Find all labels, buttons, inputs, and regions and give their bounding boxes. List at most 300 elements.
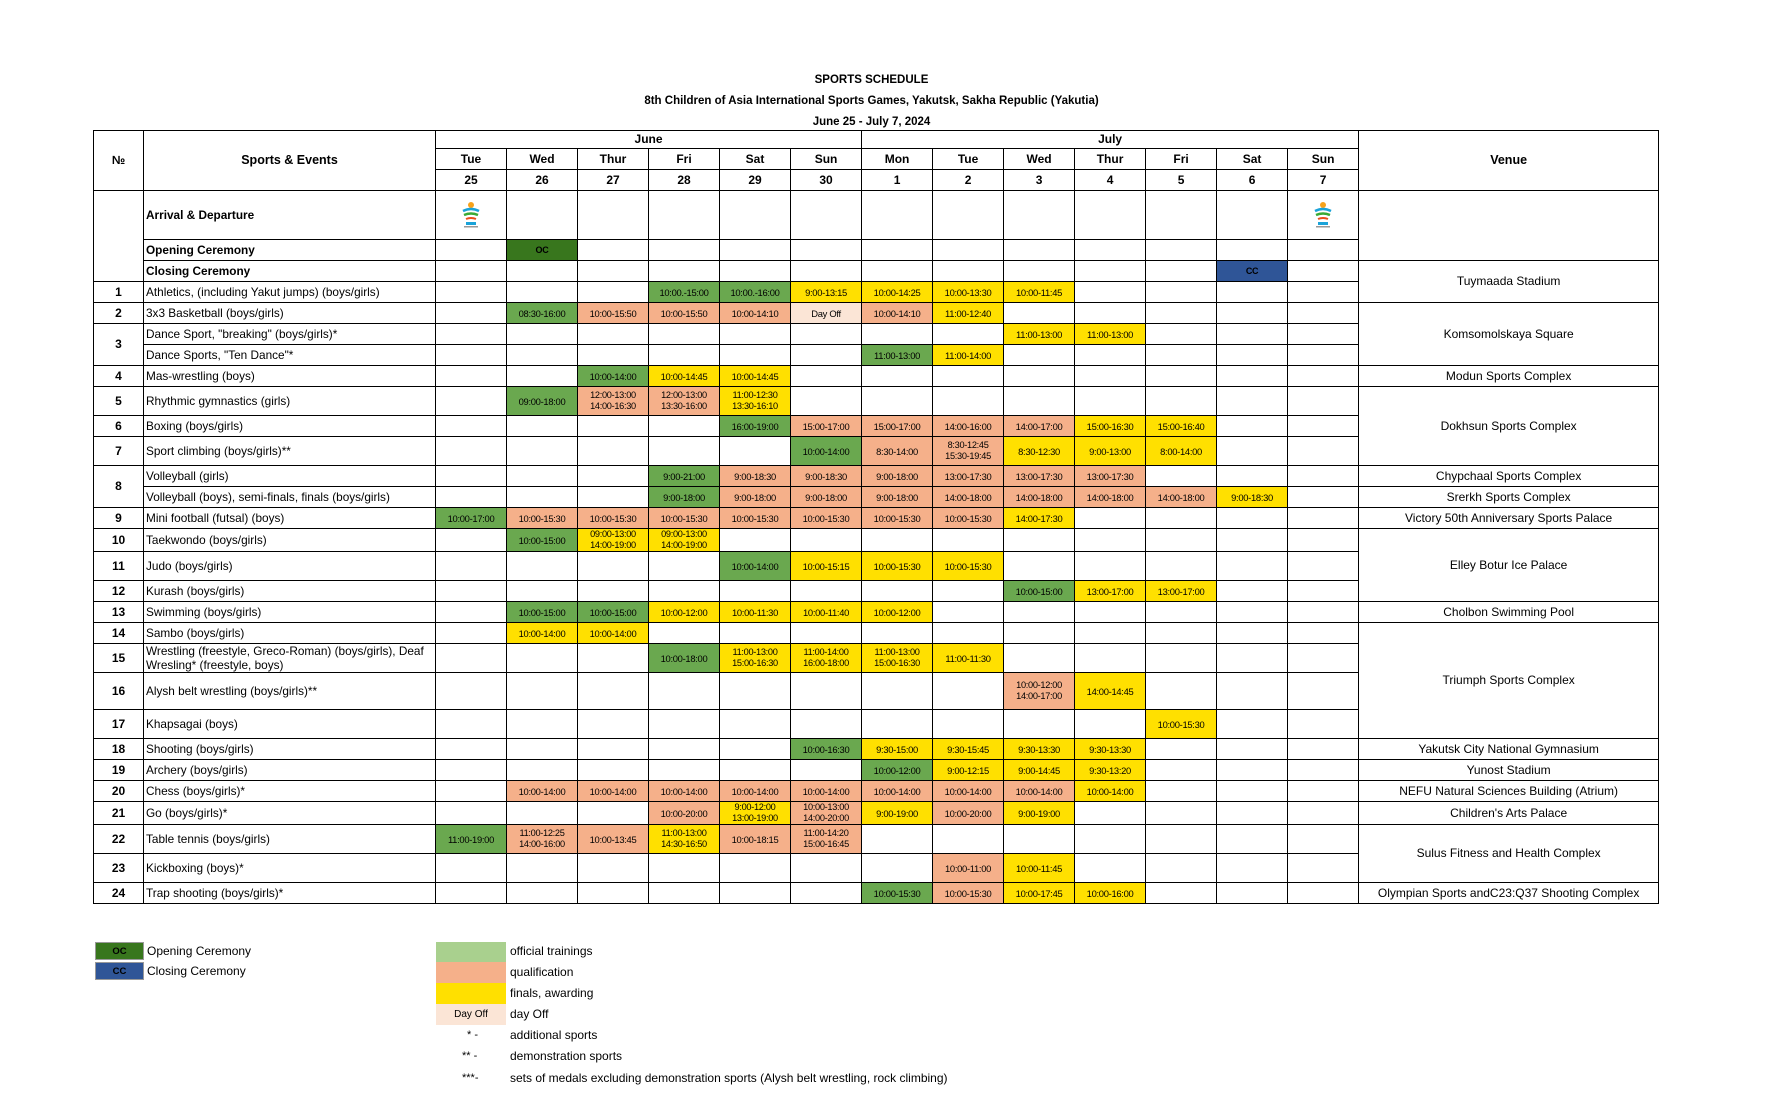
schedule-cell: 10:00-15:00 xyxy=(507,602,578,623)
schedule-cell xyxy=(507,739,578,760)
venue-name: Victory 50th Anniversary Sports Palace xyxy=(1359,508,1659,529)
schedule-cell: 9:00-19:00 xyxy=(862,802,933,825)
schedule-cell xyxy=(1288,623,1359,644)
event-name: Athletics, (including Yakut jumps) (boys/girls) xyxy=(144,282,436,303)
venue-name xyxy=(1359,191,1659,261)
schedule-cell: 10:00-14:00 xyxy=(507,623,578,644)
schedule-cell xyxy=(720,345,791,366)
schedule-cell xyxy=(436,883,507,904)
schedule-cell xyxy=(1288,261,1359,282)
event-name: Volleyball (boys), semi-finals, finals (boys/girls) xyxy=(144,487,436,508)
schedule-cell xyxy=(436,437,507,466)
legend-star2-text: demonstration sports xyxy=(510,1049,623,1063)
schedule-cell xyxy=(436,781,507,802)
schedule-cell xyxy=(933,710,1004,739)
schedule-cell xyxy=(1217,781,1288,802)
schedule-cell: 14:00-18:00 xyxy=(933,487,1004,508)
schedule-cell: 10:00-17:45 xyxy=(1004,883,1075,904)
schedule-cell xyxy=(578,437,649,466)
schedule-cell xyxy=(1146,508,1217,529)
venue-name: Tuymaada Stadium xyxy=(1359,261,1659,303)
schedule-cell xyxy=(436,623,507,644)
event-name: Sambo (boys/girls) xyxy=(144,623,436,644)
row-number: 22 xyxy=(94,825,144,854)
header-month-june: June xyxy=(436,131,862,149)
legend-training-swatch xyxy=(436,942,506,962)
event-name: Sport climbing (boys/girls)** xyxy=(144,437,436,466)
schedule-cell xyxy=(578,710,649,739)
legend-finals-swatch xyxy=(436,983,506,1004)
schedule-cell xyxy=(649,552,720,581)
time-slot: 14:00-17:00 xyxy=(1016,691,1062,701)
row-number: 4 xyxy=(94,366,144,387)
schedule-cell xyxy=(507,825,578,854)
schedule-cell: 9:00-18:00 xyxy=(791,487,862,508)
venue-name: Triumph Sports Complex xyxy=(1359,623,1659,739)
schedule-cell: 10:00-14:45 xyxy=(649,366,720,387)
schedule-cell: 10:00-15:30 xyxy=(862,552,933,581)
header-date: 5 xyxy=(1146,170,1217,191)
schedule-cell xyxy=(720,387,791,416)
schedule-cell xyxy=(649,883,720,904)
schedule-cell xyxy=(933,437,1004,466)
row-number: 9 xyxy=(94,508,144,529)
row-number: 3 xyxy=(94,324,144,366)
schedule-cell xyxy=(1217,466,1288,487)
schedule-cell xyxy=(720,883,791,904)
event-name: Chess (boys/girls)* xyxy=(144,781,436,802)
venue-name: Srerkh Sports Complex xyxy=(1359,487,1659,508)
schedule-cell xyxy=(720,240,791,261)
schedule-cell xyxy=(933,366,1004,387)
schedule-cell: 10:00-15:30 xyxy=(1146,710,1217,739)
row-number xyxy=(94,191,144,282)
header-dow: Thur xyxy=(578,149,649,170)
schedule-cell xyxy=(578,883,649,904)
venue-name: Olympian Sports andC23:Q37 Shooting Complex xyxy=(1359,883,1659,904)
schedule-cell xyxy=(1217,303,1288,324)
schedule-cell xyxy=(1288,345,1359,366)
schedule-cell: 10:00-16:30 xyxy=(791,739,862,760)
schedule-cell xyxy=(507,760,578,781)
row-number: 6 xyxy=(94,416,144,437)
schedule-cell: 10:00-11:45 xyxy=(1004,854,1075,883)
schedule-cell xyxy=(1146,883,1217,904)
schedule-cell xyxy=(791,825,862,854)
legend-oc-text: Opening Ceremony xyxy=(147,944,252,958)
schedule-cell: 10:00-14:10 xyxy=(720,303,791,324)
header-date: 6 xyxy=(1217,170,1288,191)
venue-name: Children's Arts Palace xyxy=(1359,802,1659,825)
row-number: 20 xyxy=(94,781,144,802)
schedule-cell xyxy=(720,739,791,760)
schedule-cell xyxy=(507,552,578,581)
schedule-cell xyxy=(507,710,578,739)
schedule-cell xyxy=(1004,191,1075,240)
schedule-cell xyxy=(1146,802,1217,825)
schedule-cell xyxy=(507,366,578,387)
event-name: Kickboxing (boys)* xyxy=(144,854,436,883)
schedule-cell: 11:00-14:00 xyxy=(933,345,1004,366)
schedule-cell xyxy=(1217,437,1288,466)
schedule-row xyxy=(94,303,1659,324)
schedule-cell xyxy=(649,623,720,644)
event-name: Alysh belt wrestling (boys/girls)** xyxy=(144,673,436,710)
time-slot: 15:30-19:45 xyxy=(945,451,991,461)
event-name: Judo (boys/girls) xyxy=(144,552,436,581)
legend-training-text: official trainings xyxy=(510,944,593,958)
row-number: 18 xyxy=(94,739,144,760)
row-number: 2 xyxy=(94,303,144,324)
schedule-cell: 10:00-15:00 xyxy=(1004,581,1075,602)
time-slot: 11:00-14:20 xyxy=(803,828,849,838)
schedule-cell xyxy=(1146,240,1217,261)
schedule-cell xyxy=(933,602,1004,623)
schedule-cell xyxy=(1004,825,1075,854)
schedule-cell: 10:00-14:45 xyxy=(720,366,791,387)
schedule-cell xyxy=(578,487,649,508)
schedule-cell xyxy=(720,581,791,602)
schedule-cell: 11:00-13:00 xyxy=(1004,324,1075,345)
schedule-cell xyxy=(1146,825,1217,854)
schedule-cell xyxy=(578,644,649,673)
schedule-cell: 11:00-19:00 xyxy=(436,825,507,854)
row-number: 7 xyxy=(94,437,144,466)
schedule-cell xyxy=(1288,437,1359,466)
schedule-cell xyxy=(1146,552,1217,581)
schedule-cell: 10:00-14:10 xyxy=(862,303,933,324)
schedule-cell xyxy=(436,644,507,673)
time-slot: 15:00-16:45 xyxy=(803,839,849,849)
schedule-dates: June 25 - July 7, 2024 xyxy=(812,116,931,128)
schedule-cell: 10:00-11:40 xyxy=(791,602,862,623)
schedule-cell: 13:00-17:00 xyxy=(1146,581,1217,602)
schedule-cell xyxy=(1288,529,1359,552)
schedule-cell xyxy=(507,282,578,303)
header-dow: Fri xyxy=(1146,149,1217,170)
schedule-cell xyxy=(1288,282,1359,303)
row-number: 1 xyxy=(94,282,144,303)
logo-cell xyxy=(1288,191,1359,240)
event-name: Kurash (boys/girls) xyxy=(144,581,436,602)
schedule-cell xyxy=(720,854,791,883)
header-dow: Sun xyxy=(1288,149,1359,170)
schedule-cell xyxy=(791,191,862,240)
schedule-cell xyxy=(720,261,791,282)
schedule-cell xyxy=(791,324,862,345)
schedule-cell xyxy=(862,581,933,602)
schedule-cell xyxy=(649,673,720,710)
schedule-cell xyxy=(1217,508,1288,529)
schedule-cell xyxy=(1217,825,1288,854)
schedule-cell xyxy=(1288,508,1359,529)
schedule-cell: 14:00-16:00 xyxy=(933,416,1004,437)
row-number: 12 xyxy=(94,581,144,602)
schedule-cell: 10:00-15:30 xyxy=(720,508,791,529)
legend-finals-text: finals, awarding xyxy=(510,986,594,1000)
schedule-cell xyxy=(1004,303,1075,324)
schedule-cell xyxy=(436,739,507,760)
schedule-cell: 9:00-12:15 xyxy=(933,760,1004,781)
schedule-cell: 10:00-15:30 xyxy=(649,508,720,529)
schedule-cell: 16:00-19:00 xyxy=(720,416,791,437)
schedule-cell xyxy=(862,529,933,552)
schedule-cell xyxy=(1217,602,1288,623)
schedule-cell xyxy=(1004,240,1075,261)
schedule-cell xyxy=(1075,802,1146,825)
schedule-cell: 9:00-18:30 xyxy=(1217,487,1288,508)
schedule-cell xyxy=(1217,581,1288,602)
schedule-cell: 10:00-15:50 xyxy=(578,303,649,324)
event-name: Closing Ceremony xyxy=(144,261,436,282)
venue-name: Dokhsun Sports Complex xyxy=(1359,387,1659,466)
schedule-cell xyxy=(1217,710,1288,739)
schedule-cell xyxy=(1217,345,1288,366)
schedule-cell xyxy=(791,345,862,366)
legend-cc-text: Closing Ceremony xyxy=(147,964,246,978)
schedule-cell xyxy=(578,345,649,366)
venue-name: Yunost Stadium xyxy=(1359,760,1659,781)
time-slot: 11:00-12:30 xyxy=(732,390,778,400)
schedule-cell: 10:00-15:30 xyxy=(791,508,862,529)
schedule-cell xyxy=(1146,623,1217,644)
schedule-row xyxy=(94,883,1659,904)
schedule-cell xyxy=(862,240,933,261)
schedule-cell xyxy=(1075,854,1146,883)
schedule-cell: 14:00-18:00 xyxy=(1075,487,1146,508)
schedule-cell: 14:00-18:00 xyxy=(1004,487,1075,508)
schedule-cell xyxy=(507,802,578,825)
schedule-cell xyxy=(1288,781,1359,802)
header-dow: Sat xyxy=(1217,149,1288,170)
schedule-cell: 10:00-15:00 xyxy=(507,529,578,552)
header-dow: Fri xyxy=(649,149,720,170)
opening-ceremony-marker: OC xyxy=(507,240,578,261)
schedule-cell: 10:00-20:00 xyxy=(649,802,720,825)
schedule-cell: 9:30-13:20 xyxy=(1075,760,1146,781)
schedule-cell xyxy=(1075,387,1146,416)
schedule-cell xyxy=(436,345,507,366)
legend-cc-swatch: CC xyxy=(95,962,144,980)
header-date: 28 xyxy=(649,170,720,191)
day-off-cell: Day Off xyxy=(791,303,862,324)
schedule-cell: 10:00-11:45 xyxy=(1004,282,1075,303)
schedule-cell xyxy=(507,437,578,466)
schedule-cell xyxy=(578,552,649,581)
schedule-cell xyxy=(1146,854,1217,883)
event-name: Rhythmic gymnastics (girls) xyxy=(144,387,436,416)
schedule-cell xyxy=(791,240,862,261)
schedule-cell: 15:00-16:40 xyxy=(1146,416,1217,437)
schedule-cell xyxy=(1146,739,1217,760)
schedule-cell: 8:30-12:30 xyxy=(1004,437,1075,466)
schedule-cell xyxy=(933,623,1004,644)
schedule-cell xyxy=(933,240,1004,261)
schedule-cell xyxy=(507,673,578,710)
schedule-cell xyxy=(1146,303,1217,324)
schedule-cell: 10:00-15:00 xyxy=(578,602,649,623)
schedule-cell xyxy=(1146,644,1217,673)
header-venue: Venue xyxy=(1359,131,1659,191)
schedule-cell: 10:00-18:15 xyxy=(720,825,791,854)
header-date: 3 xyxy=(1004,170,1075,191)
time-slot: 14:00-19:00 xyxy=(590,540,636,550)
time-slot: 11:00-13:00 xyxy=(732,647,778,657)
time-slot: 09:00-13:00 xyxy=(590,529,636,539)
schedule-cell: 14:00-17:00 xyxy=(1004,416,1075,437)
time-slot: 14:00-19:00 xyxy=(661,540,707,550)
schedule-cell xyxy=(1146,466,1217,487)
schedule-cell xyxy=(720,760,791,781)
schedule-cell: 10:00-11:30 xyxy=(720,602,791,623)
schedule-cell: 10:00-14:00 xyxy=(649,781,720,802)
schedule-cell: 10:00-15:30 xyxy=(933,508,1004,529)
event-name: Mini football (futsal) (boys) xyxy=(144,508,436,529)
schedule-cell xyxy=(1004,529,1075,552)
schedule-row xyxy=(94,466,1659,487)
schedule-subtitle: 8th Children of Asia International Sports Games, Yakutsk, Sakha Republic (Yakutia) xyxy=(644,95,1099,107)
schedule-cell xyxy=(1146,345,1217,366)
schedule-cell xyxy=(1217,416,1288,437)
schedule-row xyxy=(94,529,1659,552)
schedule-cell xyxy=(791,760,862,781)
schedule-cell: 10:00-13:45 xyxy=(578,825,649,854)
schedule-row xyxy=(94,191,1659,240)
schedule-cell: 10:00-14:00 xyxy=(862,781,933,802)
venue-name: NEFU Natural Sciences Building (Atrium) xyxy=(1359,781,1659,802)
event-name: Archery (boys/girls) xyxy=(144,760,436,781)
schedule-cell: 9:00-18:00 xyxy=(862,487,933,508)
schedule-cell xyxy=(791,387,862,416)
venue-name: Sulus Fitness and Health Complex xyxy=(1359,825,1659,883)
row-number: 24 xyxy=(94,883,144,904)
schedule-cell: 10:00-14:00 xyxy=(720,781,791,802)
schedule-cell xyxy=(1146,529,1217,552)
row-number: 11 xyxy=(94,552,144,581)
schedule-cell xyxy=(791,883,862,904)
schedule-cell xyxy=(436,387,507,416)
schedule-cell xyxy=(1146,602,1217,623)
schedule-cell xyxy=(1004,387,1075,416)
schedule-cell xyxy=(649,324,720,345)
schedule-cell xyxy=(1217,739,1288,760)
schedule-row xyxy=(94,602,1659,623)
event-name: 3x3 Basketball (boys/girls) xyxy=(144,303,436,324)
schedule-cell xyxy=(578,191,649,240)
schedule-cell xyxy=(1288,240,1359,261)
schedule-cell xyxy=(1146,261,1217,282)
header-dow: Thur xyxy=(1075,149,1146,170)
schedule-row xyxy=(94,487,1659,508)
row-number: 13 xyxy=(94,602,144,623)
schedule-table xyxy=(93,130,1659,904)
schedule-cell xyxy=(1217,854,1288,883)
row-number: 19 xyxy=(94,760,144,781)
schedule-cell: 9:00-21:00 xyxy=(649,466,720,487)
schedule-cell xyxy=(1075,303,1146,324)
legend-star1-key: * - xyxy=(467,1029,478,1041)
schedule-cell: 10:00-12:00 xyxy=(862,602,933,623)
time-slot: 15:00-16:30 xyxy=(874,658,920,668)
time-slot: 14:00-20:00 xyxy=(803,813,849,823)
schedule-cell xyxy=(1004,366,1075,387)
schedule-cell xyxy=(578,282,649,303)
schedule-cell xyxy=(507,191,578,240)
schedule-cell: 14:00-14:45 xyxy=(1075,673,1146,710)
schedule-cell xyxy=(1004,710,1075,739)
row-number: 14 xyxy=(94,623,144,644)
schedule-cell: 10:00-20:00 xyxy=(933,802,1004,825)
schedule-cell xyxy=(1288,802,1359,825)
schedule-cell: 10:00-15:30 xyxy=(862,883,933,904)
time-slot: 16:00-18:00 xyxy=(803,658,849,668)
schedule-cell xyxy=(1217,366,1288,387)
schedule-cell xyxy=(507,883,578,904)
schedule-cell xyxy=(1146,324,1217,345)
logo-cell xyxy=(436,191,507,240)
schedule-cell xyxy=(933,825,1004,854)
schedule-cell xyxy=(578,416,649,437)
header-date: 25 xyxy=(436,170,507,191)
schedule-cell xyxy=(649,437,720,466)
header-date: 4 xyxy=(1075,170,1146,191)
schedule-cell xyxy=(436,324,507,345)
schedule-cell xyxy=(507,581,578,602)
schedule-cell xyxy=(862,366,933,387)
schedule-cell xyxy=(1075,710,1146,739)
schedule-cell xyxy=(649,529,720,552)
schedule-cell xyxy=(1075,282,1146,303)
schedule-cell xyxy=(507,324,578,345)
schedule-cell xyxy=(1288,825,1359,854)
schedule-cell xyxy=(1146,781,1217,802)
schedule-cell xyxy=(1217,529,1288,552)
schedule-cell xyxy=(1004,602,1075,623)
schedule-cell xyxy=(1146,673,1217,710)
schedule-cell: 15:00-17:00 xyxy=(862,416,933,437)
schedule-cell xyxy=(1004,345,1075,366)
schedule-cell: 10:00-14:00 xyxy=(1004,781,1075,802)
schedule-cell xyxy=(720,324,791,345)
schedule-cell xyxy=(1217,760,1288,781)
schedule-cell xyxy=(649,240,720,261)
event-name: Dance Sport, "breaking" (boys/girls)* xyxy=(144,324,436,345)
schedule-cell: 9:00-19:00 xyxy=(1004,802,1075,825)
schedule-cell xyxy=(507,487,578,508)
schedule-cell: 11:00-13:00 xyxy=(862,345,933,366)
row-number: 15 xyxy=(94,644,144,673)
schedule-cell xyxy=(507,345,578,366)
schedule-cell xyxy=(1288,602,1359,623)
time-slot: 11:00-12:25 xyxy=(519,828,565,838)
event-name: Boxing (boys/girls) xyxy=(144,416,436,437)
schedule-cell: 09:00-18:00 xyxy=(507,387,578,416)
header-date: 30 xyxy=(791,170,862,191)
schedule-cell xyxy=(933,581,1004,602)
schedule-cell xyxy=(436,802,507,825)
header-date: 26 xyxy=(507,170,578,191)
schedule-cell xyxy=(649,387,720,416)
schedule-cell: 10:00-11:00 xyxy=(933,854,1004,883)
schedule-cell xyxy=(862,854,933,883)
schedule-cell xyxy=(933,529,1004,552)
schedule-cell: 11:00-13:00 xyxy=(1075,324,1146,345)
schedule-cell: 13:00-17:30 xyxy=(1004,466,1075,487)
schedule-cell xyxy=(720,710,791,739)
schedule-cell: 15:00-17:00 xyxy=(791,416,862,437)
event-name: Opening Ceremony xyxy=(144,240,436,261)
schedule-cell xyxy=(1288,883,1359,904)
